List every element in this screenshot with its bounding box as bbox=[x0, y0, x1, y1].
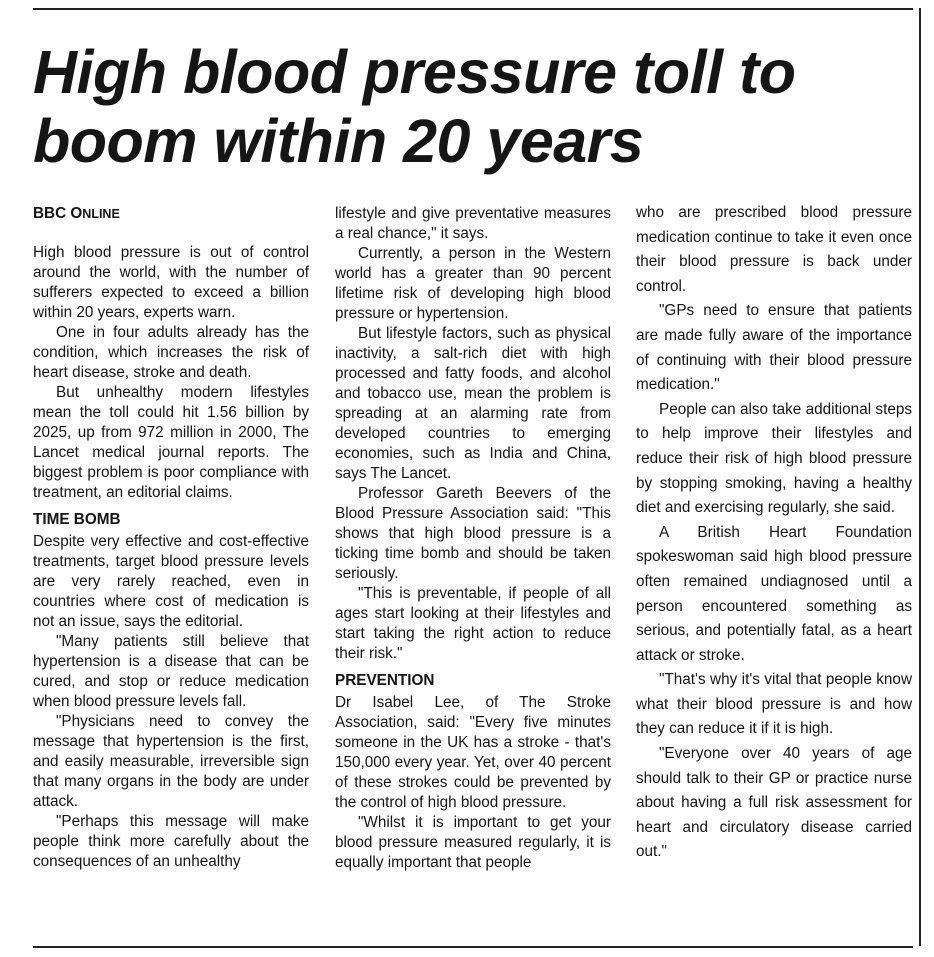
paragraph: lifestyle and give preventative measures a real chance," it says. bbox=[335, 205, 611, 242]
article-column-3 bbox=[636, 201, 912, 865]
paragraph: "Everyone over 40 years of age should talk to their GP or practice nurse about having a full risk assessment for heart and circulatory disease carried out." bbox=[636, 745, 912, 861]
paragraph: Currently, a person in the Western world has a greater than 90 percent lifetime risk of developing high blood pressure or hypertension. bbox=[335, 245, 611, 322]
paragraph: who are prescribed blood pressure medication continue to take it even once their blood pressure is back under control. bbox=[636, 204, 912, 295]
byline bbox=[33, 204, 309, 224]
paragraph: But lifestyle factors, such as physical inactivity, a salt-rich diet with high processed and fatty foods, and alcohol and tobacco use, mean the problem is spreading at an alarming rate from developed countries to emerging economies, such as India and China, says The Lancet. bbox=[335, 325, 611, 482]
section-heading: PREVENTION bbox=[335, 672, 435, 689]
paragraph: "Whilst it is important to get your blood pressure measured regularly, it is equally important that people bbox=[335, 814, 611, 871]
column-3-body bbox=[636, 201, 912, 865]
paragraph: "This is preventable, if people of all ages start looking at their lifestyles and start taking the right action to reduce their risk." bbox=[335, 585, 611, 662]
top-rule bbox=[33, 8, 913, 10]
article-column-1 bbox=[33, 204, 309, 872]
paragraph: Dr Isabel Lee, of The Stroke Association, said: "Every five minutes someone in the UK has a stroke - that's 150,000 every year. Yet, over 40 percent of these strokes could be prevented by the control of high blood pressure. bbox=[335, 694, 611, 811]
byline-lead: BBC O bbox=[33, 205, 83, 222]
bottom-rule bbox=[33, 946, 913, 948]
paragraph: People can also take additional steps to help improve their lifestyles and reduce their risk of high blood pressure by stopping smoking, having a healthy diet and exercising regularly, she said. bbox=[636, 400, 912, 517]
paragraph: "GPs need to ensure that patients are made fully aware of the importance of continuing with their blood pressure medication." bbox=[636, 302, 912, 394]
column-1-body bbox=[33, 243, 309, 872]
paragraph: "Many patients still believe that hypertension is a disease that can be cured, and stop or reduce medication when blood pressure levels fall. bbox=[33, 633, 309, 710]
byline-rest: NLINE bbox=[82, 207, 120, 221]
section-heading: TIME BOMB bbox=[33, 511, 121, 528]
column-2-body bbox=[335, 204, 611, 873]
paragraph: Professor Gareth Beevers of the Blood Pressure Association said: "This shows that high blood pressure is a ticking time bomb and should be taken seriously. bbox=[335, 485, 611, 582]
paragraph: But unhealthy modern lifestyles mean the toll could hit 1.56 billion by 2025, up from 972 million in 2000, The Lancet medical journal reports. The biggest problem is poor compliance with treatment, an editorial claims. bbox=[33, 384, 309, 501]
paragraph: One in four adults already has the condition, which increases the risk of heart disease, stroke and death. bbox=[33, 324, 309, 381]
paragraph: "Physicians need to convey the message that hypertension is the first, and easily measurable, irreversible sign that many organs in the body are under attack. bbox=[33, 713, 309, 810]
paragraph: High blood pressure is out of control around the world, with the number of sufferers expected to exceed a billion within 20 years, experts warn. bbox=[33, 244, 309, 321]
article-column-2 bbox=[335, 204, 611, 873]
paragraph: "That's why it's vital that people know what their blood pressure is and how they can reduce it if it is high. bbox=[636, 671, 912, 738]
paragraph: Despite very effective and cost-effective treatments, target blood pressure levels are very rarely reached, even in countries where cost of medication is not an issue, says the editorial. bbox=[33, 533, 309, 630]
paragraph: "Perhaps this message will make people think more carefully about the consequences of an unhealthy bbox=[33, 813, 309, 870]
paragraph: A British Heart Foundation spokeswoman said high blood pressure often remained undiagnosed until a person encountered something as serious, and potentially fatal, as a heart attack or stroke. bbox=[636, 523, 912, 664]
right-rule bbox=[919, 8, 921, 946]
headline: High blood pressure toll to boom within 20 years bbox=[33, 38, 796, 175]
